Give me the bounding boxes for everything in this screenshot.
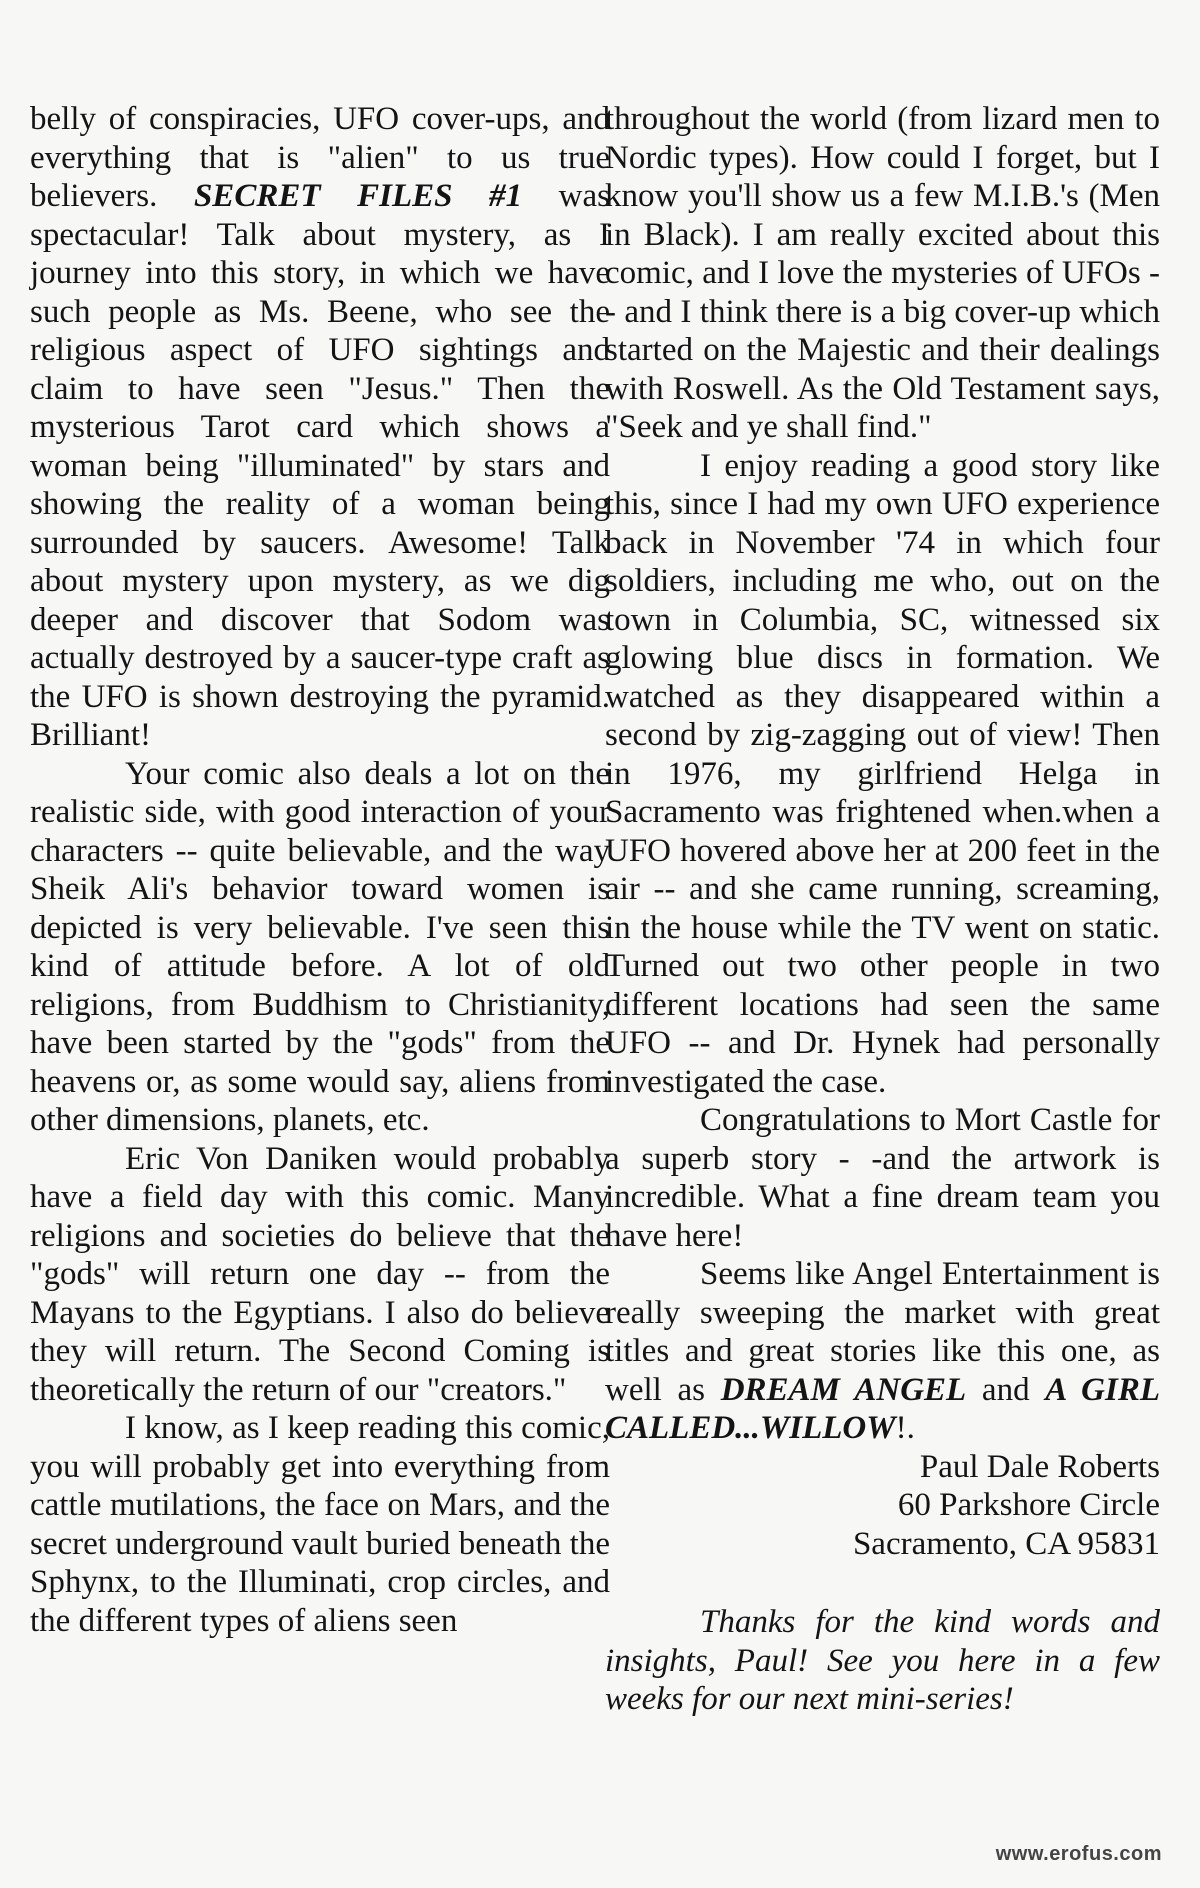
signature-city: Sacramento, CA 95831 — [852, 1525, 1160, 1562]
letter-paragraph-7: Congratulations to Mort Castle for a superb story - -and the artwork is incredible. What a fine dream team you have here! — [605, 1102, 1160, 1254]
paragraph-text: was spectacular! Talk about mystery, as I journey into this story, in which we have such people as Ms. Beene, who see the religious aspect of UFO sightings and claim to have seen "Jesus." Then the mysterious Tarot card which shows a woman being "illuminated" by stars and showing the reality of a woman being surrounded by saucers. Awesome! Talk about mystery upon mystery, as we dig deeper and discover that Sodom was actually destroyed by a saucer-type craft as the UFO is shown destroying the pyramid. Brilliant! — [30, 178, 610, 753]
signature — [605, 1448, 1160, 1564]
letter-paragraph-4: I know, as I keep reading this comic, you will probably get into everything from cattle mutilations, the face on Mars, and the secret underground vault buried beneath the Sphynx, to the Illuminati, crop circles, and the different types of aliens seen — [30, 1410, 610, 1639]
signature-name: Paul Dale Roberts — [919, 1448, 1160, 1485]
watermark: www.erofus.com — [995, 1843, 1162, 1865]
letter-paragraph-1 — [30, 100, 610, 755]
editor-reply: Thanks for the kind words and insights, Paul! See you here in a few weeks for our next mini-series! — [605, 1604, 1160, 1717]
letter-paragraph-2: Your comic also deals a lot on the realistic side, with good interaction of your characters -- quite believable, and the way Sheik Ali's behavior toward women is depicted is very believable. I've seen this kind of attitude before. A lot of old religions, from Buddhism to Christianity, have been started by the "gods" from the heavens or, as some would say, aliens from other dimensions, planets, etc. — [30, 755, 610, 1138]
left-column — [30, 100, 610, 1640]
letter-paragraph-6: I enjoy reading a good story like this, since I had my own UFO experience back in November '74 in which four soldiers, including me who, out on the town in Columbia, SC, witnessed six glowing blue discs in formation. We watched as they disappeared within a second by zig-zagging out of view! Then in 1976, my girlfriend Helga in Sacramento was frightened when.when a UFO hovered above her at 200 feet in the air -- and she came running, screaming, in the house while the TV went on static. Turned out two other people in two different locations had seen the same UFO -- and Dr. Hynek had personally investigated the case. — [605, 447, 1160, 1100]
paragraph-text: !. — [895, 1410, 915, 1446]
paragraph-text: and — [966, 1371, 1046, 1408]
right-column — [605, 100, 1160, 1719]
signature-street: 60 Parkshore Circle — [897, 1487, 1160, 1523]
paragraph-text: belly of conspiracies, UFO cover-ups, and everything that is "alien" to us true believers. — [30, 101, 610, 214]
comic-title-secret-files: SECRET FILES #1 — [193, 178, 523, 214]
comic-title-dream-angel: DREAM ANGEL — [720, 1371, 967, 1408]
letter-paragraph-3: Eric Von Daniken would probably have a field day with this comic. Many religions and societies do believe that the "gods" will return one day -- from the Mayans to the Egyptians. I also do believe they will return. The Second Coming is theoretically the return of our "creators." — [30, 1140, 610, 1408]
letter-paragraph-8 — [605, 1255, 1160, 1448]
paragraph-text: Seems like Angel Entertainment is really sweeping the market with great titles and great stories like this one, as well as — [605, 1256, 1160, 1408]
comic-title-willow: A GIRL CALLED...WILLOW — [605, 1371, 1161, 1446]
letter-paragraph-5: throughout the world (from lizard men to Nordic types). How could I forget, but I know you'll show us a few M.I.B.'s (Men in Black). I am really excited about this comic, and I love the mysteries of UFOs -- and I think there is a big cover-up which started on the Majestic and their dealings with Roswell. As the Old Testament says, "Seek and ye shall find." — [605, 101, 1160, 445]
